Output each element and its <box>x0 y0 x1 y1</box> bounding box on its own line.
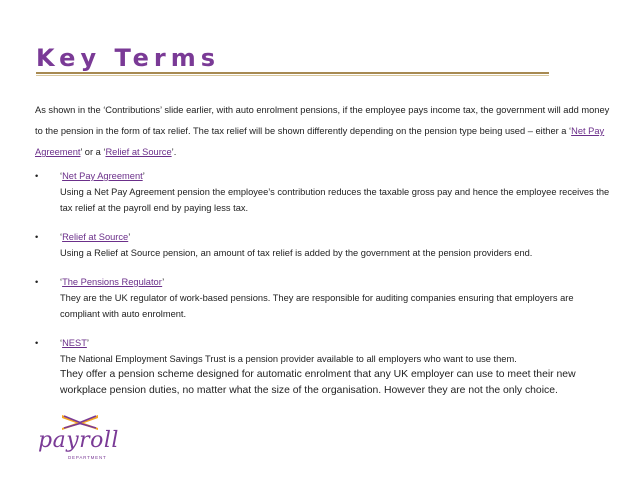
term-link-nest[interactable]: NEST <box>62 338 87 348</box>
quote-open: ‘ <box>60 277 63 287</box>
bullet-icon: • <box>35 232 39 242</box>
title-underline <box>36 72 549 74</box>
term-link-the-pensions-regulator[interactable]: The Pensions Regulator <box>62 277 163 287</box>
slide-title: Key Terms <box>36 44 221 72</box>
term-heading <box>60 229 532 245</box>
intro-paragraph <box>35 100 615 163</box>
payroll-department-logo <box>38 414 128 464</box>
term-heading <box>60 335 615 351</box>
term-heading <box>60 168 615 184</box>
quote-open: ‘ <box>60 338 63 348</box>
quote-close: ’ <box>162 277 165 287</box>
term-net-pay-agreement <box>35 168 615 216</box>
intro-text-2: ’ or a ‘ <box>80 147 106 157</box>
term-link-net-pay-agreement[interactable]: Net Pay Agreement <box>62 171 143 181</box>
intro-text-3: ’. <box>171 147 177 157</box>
term-description: Using a Net Pay Agreement pension the employee’s contribution reduces the taxable gross pay and hence the employee receives the tax relief at the payroll end by paying less tax. <box>60 187 610 213</box>
term-heading <box>60 274 615 290</box>
term-description-continued: They offer a pension scheme designed for automatic enrolment that any UK employer can use to meet their new workplace pension duties, no matter what the size of the organisation. However they are not the only choice. <box>60 369 576 396</box>
term-link-relief-at-source[interactable]: Relief at Source <box>62 232 129 242</box>
logo-wordmark: payroll <box>38 428 119 453</box>
quote-open: ‘ <box>60 232 63 242</box>
term-relief-at-source <box>35 229 532 261</box>
term-the-pensions-regulator <box>35 274 615 322</box>
bullet-icon: • <box>35 171 39 181</box>
intro-link-net-pay-agreement[interactable]: Net Pay Agreement <box>35 126 605 157</box>
bullet-icon: • <box>35 338 39 348</box>
quote-close: ’ <box>86 338 89 348</box>
term-description: They are the UK regulator of work-based pensions. They are responsible for auditing companies ensuring that employers are compliant with auto enrolment. <box>60 293 574 319</box>
quote-close: ’ <box>142 171 145 181</box>
intro-link-relief-at-source[interactable]: Relief at Source <box>105 147 172 157</box>
term-description: The National Employment Savings Trust is a pension provider available to all employers who want to use them. <box>60 354 517 364</box>
title-underline-shadow <box>36 75 549 76</box>
quote-close: ’ <box>128 232 131 242</box>
quote-open: ‘ <box>60 171 63 181</box>
term-nest <box>35 335 615 399</box>
intro-text-1: As shown in the ‘Contributions’ slide earlier, with auto enrolment pensions, if the employee pays income tax, the government will add money to the pension in the form of tax relief. The tax relief will be shown differently depending on the pension type being used – either a ‘ <box>35 105 610 136</box>
bullet-icon: • <box>35 277 39 287</box>
logo-subtitle: DEPARTMENT <box>68 455 107 460</box>
term-description: Using a Relief at Source pension, an amount of tax relief is added by the government at the pension providers end. <box>60 248 533 258</box>
